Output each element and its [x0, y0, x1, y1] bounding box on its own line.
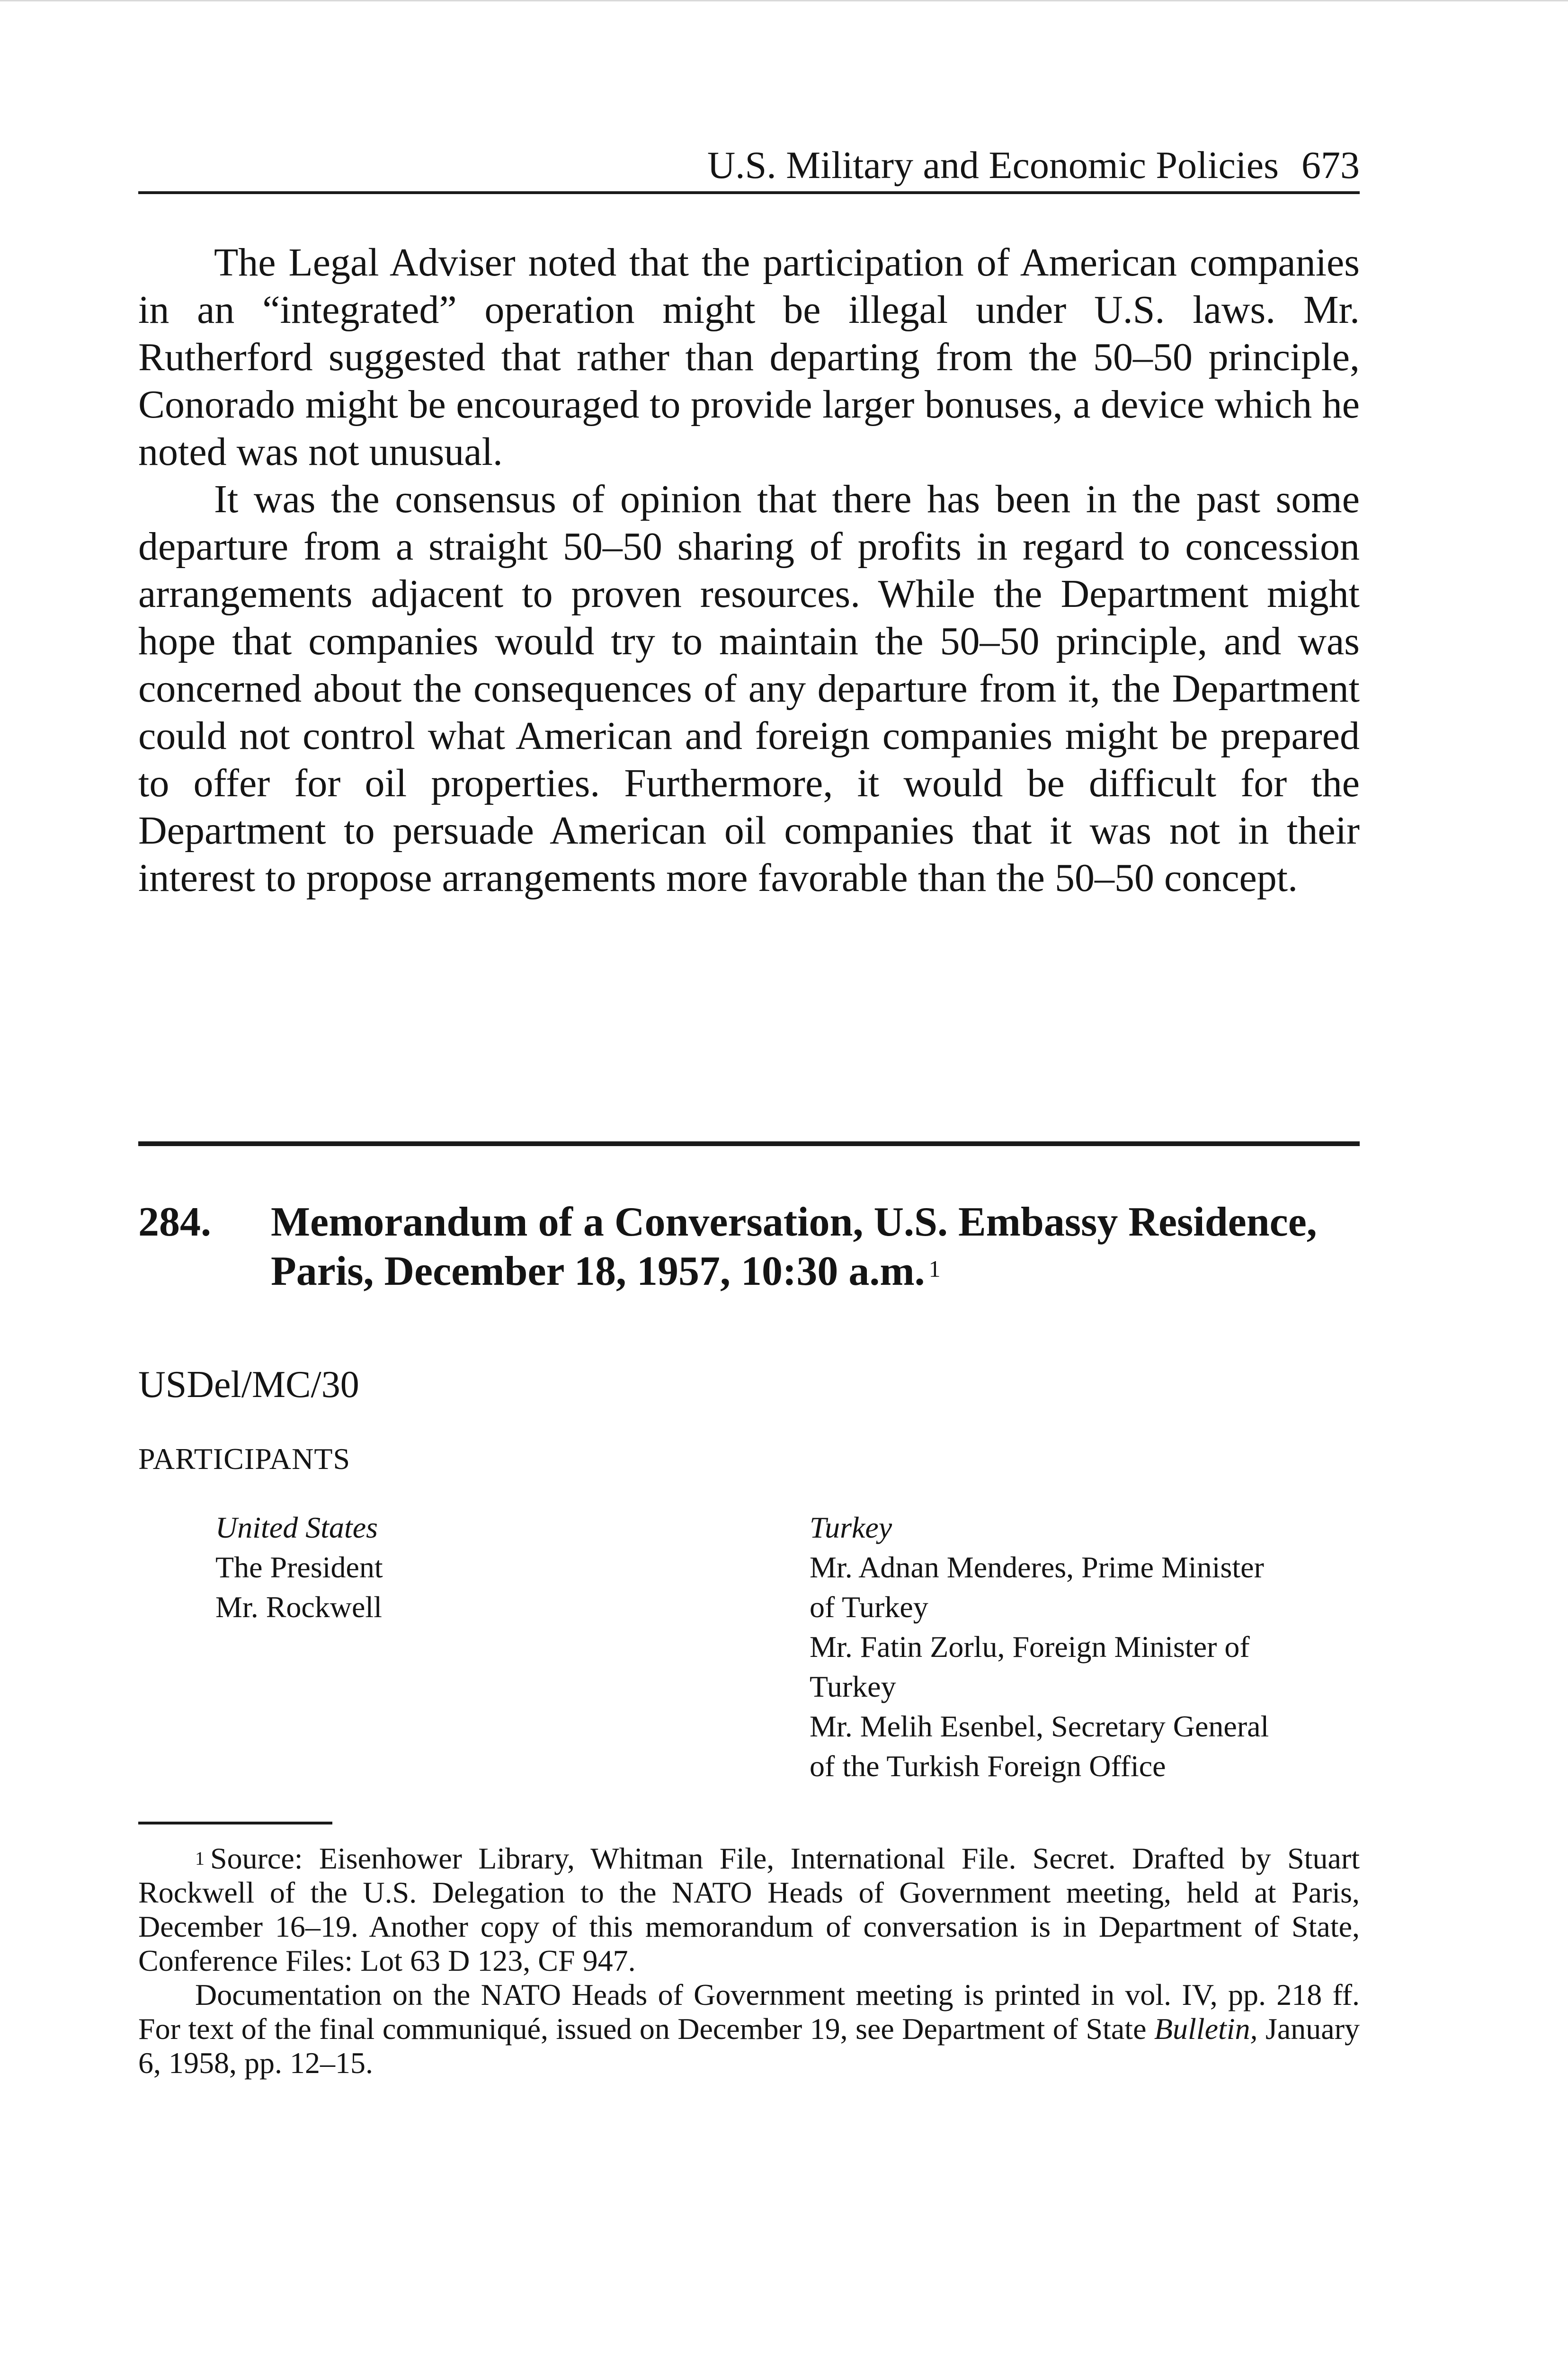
participants-country: United States [215, 1511, 378, 1544]
document-id: USDel/MC/30 [138, 1364, 359, 1406]
participant [810, 1627, 1359, 1707]
document-title-line-1: Memorandum of a Conversation, U.S. Embassy Residence, [271, 1199, 1317, 1245]
document-heading [138, 1198, 1360, 1296]
participant-line: Mr. Fatin Zorlu, Foreign Minister of [810, 1630, 1250, 1664]
footnote-text: Source: Eisenhower Library, Whitman File, International File. Secret. Drafted by Stuart Rockwell of the U.S. Delegation to the NATO Heads of Government meeting, held at Paris, December 16–19. Another copy of this memorandum of conversation is in Department of State, Conference Files: Lot 63 D 123, CF 947. [138, 1842, 1360, 1977]
running-head-title: U.S. Military and Economic Policies [707, 143, 1279, 187]
page-number: 673 [1301, 143, 1360, 187]
body-paragraph: The Legal Adviser noted that the participation of American companies in an “integrated” operation might be illegal under U.S. laws. Mr. Rutherford suggested that rather than departing from the 50–50 principle, Conorado might be encouraged to provide larger bonuses, a device which he noted was not unusual. [138, 240, 1360, 474]
participants-label: PARTICIPANTS [138, 1442, 351, 1476]
participant-line: of Turkey [810, 1590, 928, 1624]
participants-country: Turkey [810, 1511, 892, 1544]
participants-turkey [810, 1508, 1359, 1786]
section-divider [138, 1141, 1360, 1146]
page-top-rule [0, 0, 1568, 1]
footnotes [138, 1842, 1360, 2080]
participant [810, 1707, 1359, 1786]
participant: The President [215, 1550, 383, 1584]
participant-line: of the Turkish Foreign Office [810, 1749, 1166, 1783]
participant-line: Mr. Adnan Menderes, Prime Minister [810, 1550, 1264, 1584]
document-number: 284. [138, 1199, 211, 1245]
participants-united-states [215, 1508, 383, 1627]
running-head [138, 138, 1360, 194]
footnote-text: January 6, 1958, pp. 12–15. [138, 2012, 1360, 2080]
participant-line: Turkey [810, 1670, 896, 1703]
body-text [138, 239, 1360, 902]
footnote-2 [138, 1978, 1360, 2080]
participant-line: Mr. Melih Esenbel, Secretary General [810, 1709, 1269, 1743]
footnote-text: Documentation on the NATO Heads of Government meeting is printed in vol. IV, pp. 218 ff. For text of the final communiqué, issued on December 19, see Department of State [138, 1978, 1360, 2046]
footnote-reference: 1 [928, 1255, 941, 1282]
participant: Mr. Rockwell [215, 1590, 382, 1624]
footnote-rule [138, 1822, 332, 1824]
document-title-line-2 [271, 1247, 1360, 1296]
footnote-italic-text: Bulletin, [1154, 2012, 1258, 2046]
footnote-marker: 1 [195, 1848, 205, 1869]
participant [810, 1548, 1359, 1627]
footnote-1 [138, 1842, 1360, 1978]
body-paragraph: It was the consensus of opinion that there has been in the past some departure from a straight 50–50 sharing of profits in regard to concession arrangements adjacent to proven resources. While the Department might hope that companies would try to maintain the 50–50 principle, and was concerned about the consequences of any departure from it, the Department could not control what American and foreign companies might be prepared to offer for oil properties. Furthermore, it would be difficult for the Department to persuade American oil companies that it was not in their interest to propose arrangements more favorable than the 50–50 concept. [138, 477, 1360, 900]
document-title-text: Paris, December 18, 1957, 10:30 a.m. [271, 1248, 925, 1294]
